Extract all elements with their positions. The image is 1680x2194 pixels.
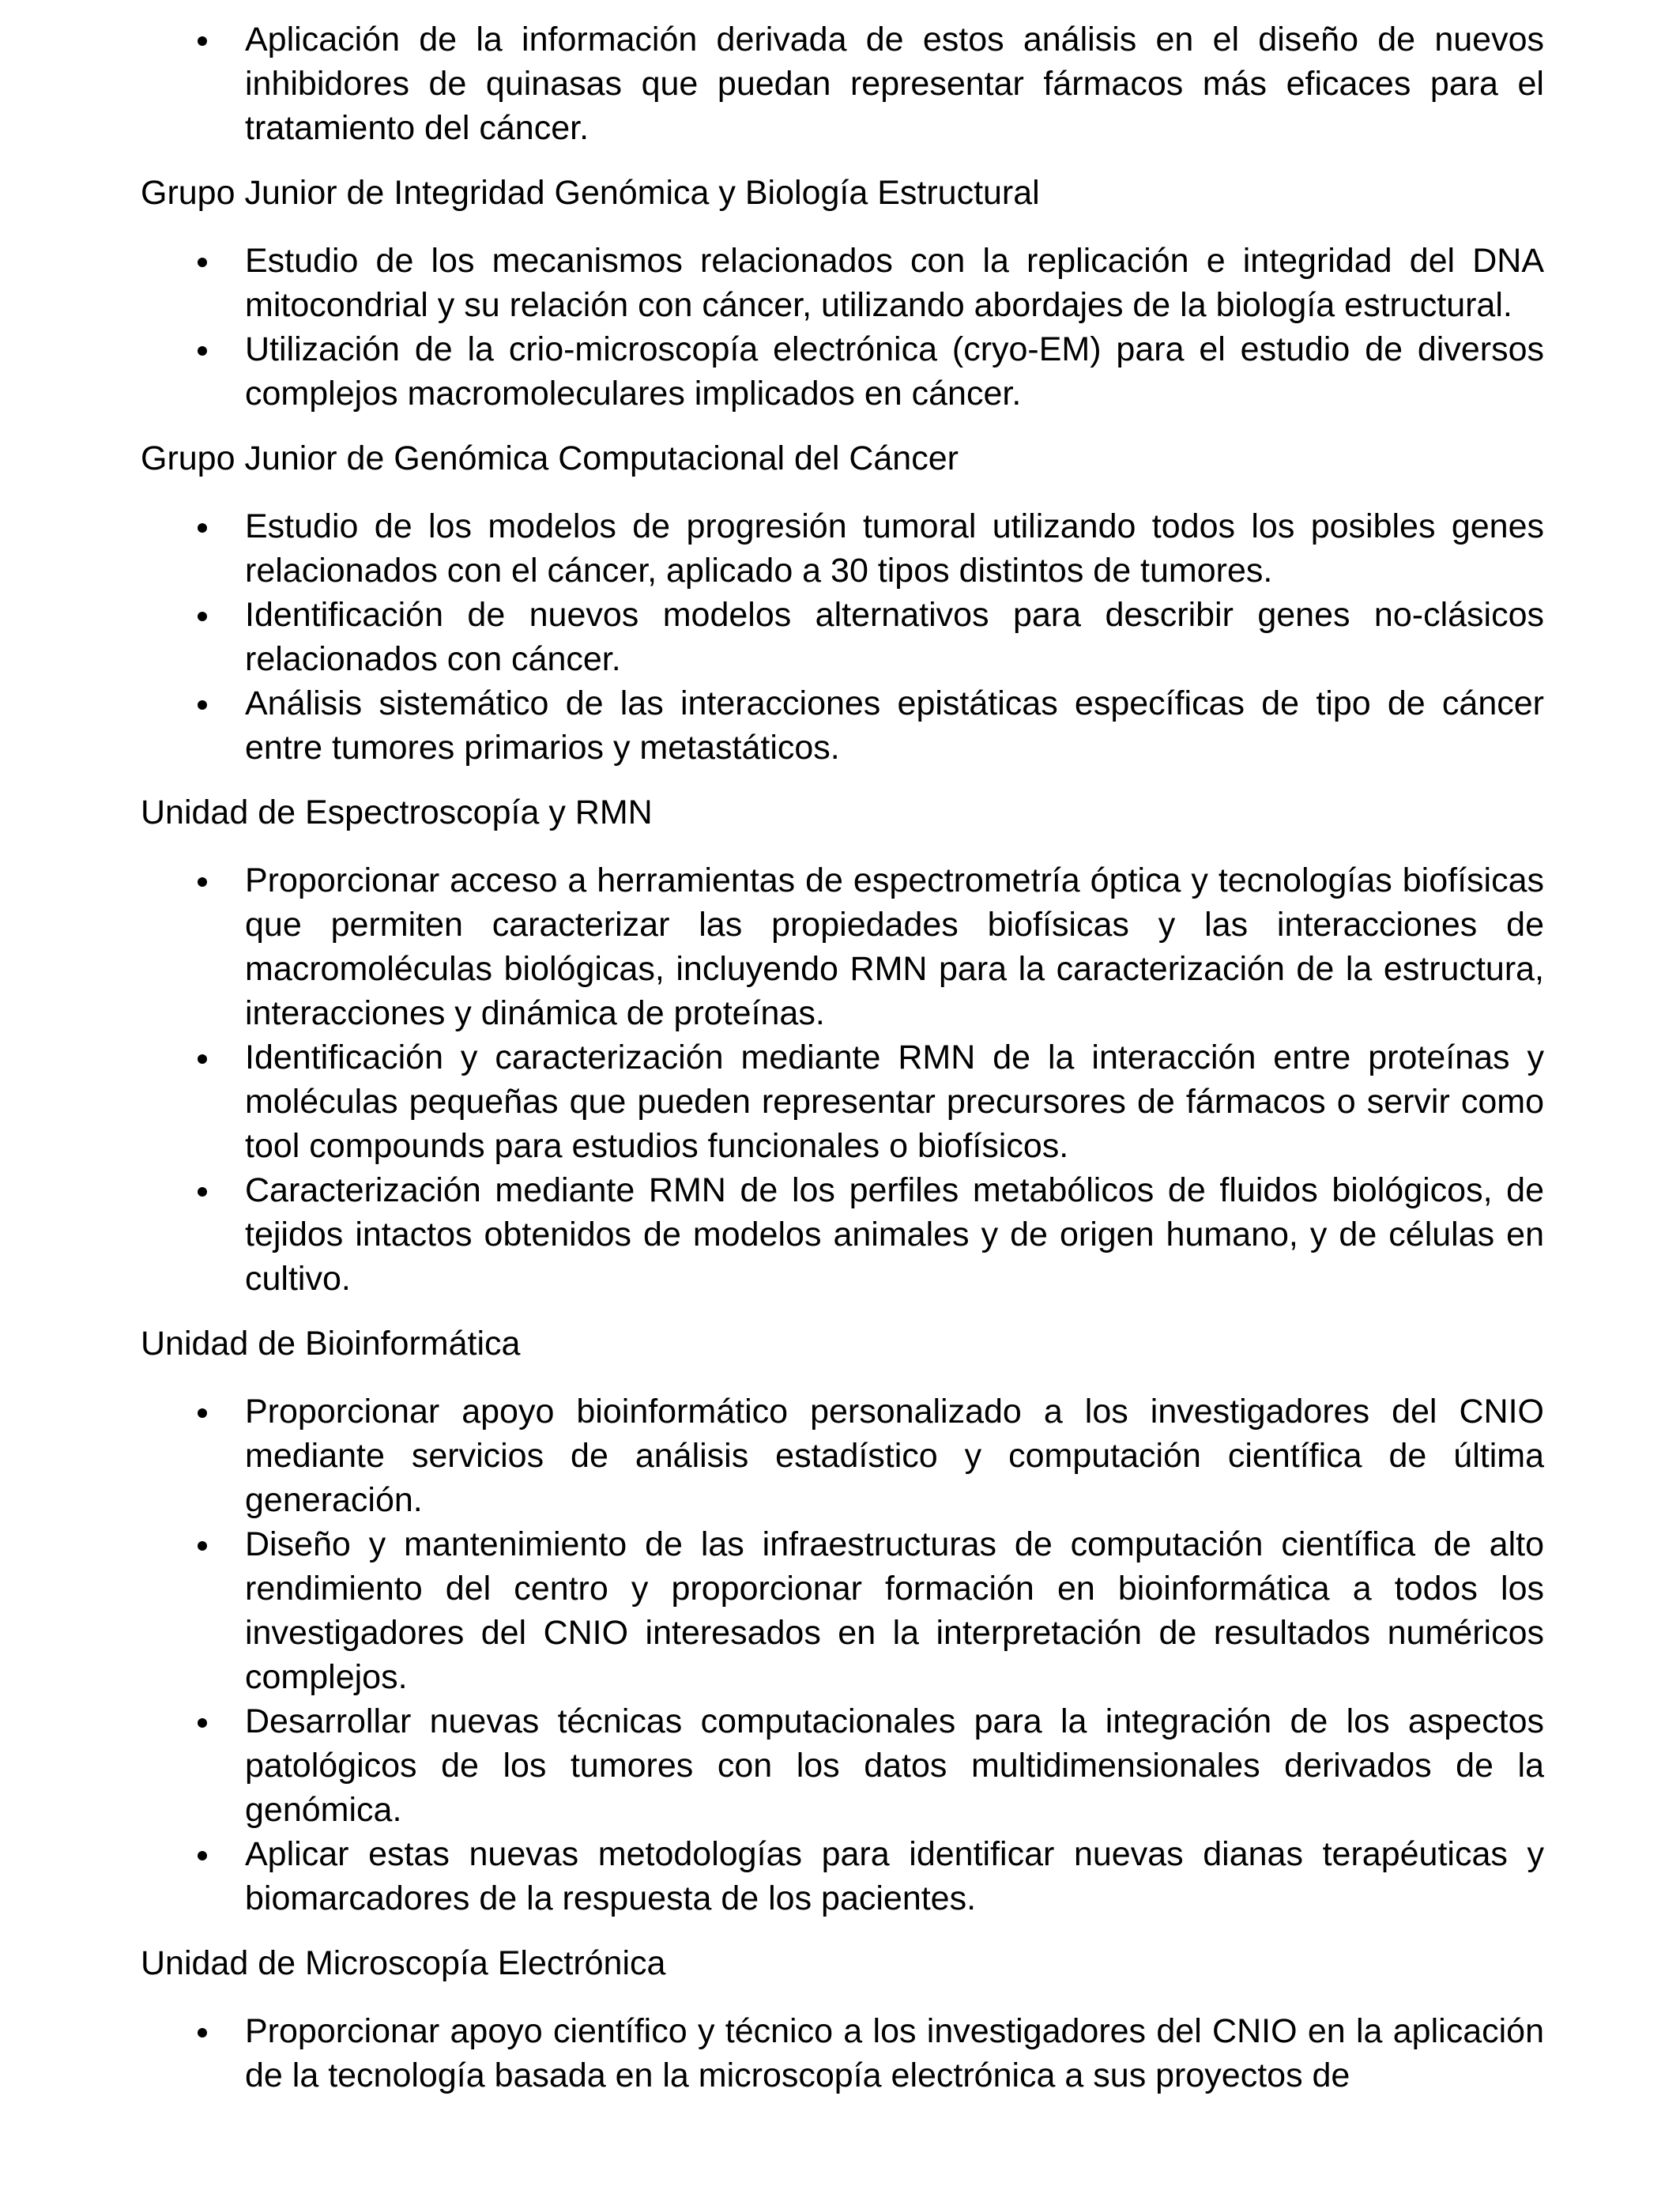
section-bullet-list <box>141 1389 1544 1921</box>
list-item-text: Aplicar estas nuevas metodologías para identificar nuevas dianas terapéuticas y biomarcadores de la respuesta de los pacientes. <box>245 1835 1544 1917</box>
section-heading-integridad-genomica: Grupo Junior de Integridad Genómica y Biología Estructural <box>141 174 1040 212</box>
bullet-icon <box>198 1408 207 1418</box>
list-item-text: Proporcionar apoyo científico y técnico a los investigadores del CNIO en la aplicación de la tecnología basada en la microscopía electrónica a sus proyectos de <box>245 2012 1544 2094</box>
bullet-icon <box>198 612 207 621</box>
section-bullet-list <box>141 858 1544 1301</box>
list-item <box>141 1389 1544 1522</box>
section-bullet-list <box>141 504 1544 770</box>
list-item <box>141 681 1544 770</box>
list-item-text: Proporcionar acceso a herramientas de espectrometría óptica y tecnologías biofísicas que permiten caracterizar las propiedades biofísicas y las interacciones de macromoléculas biológicas, incluyendo RMN para la caracterización de la estructura, interacciones y dinámica de proteínas. <box>245 861 1544 1032</box>
bullet-icon <box>198 523 207 533</box>
section-bullet-list <box>141 2009 1544 2098</box>
list-item-text: Identificación y caracterización mediante RMN de la interacción entre proteínas y moléculas pequeñas que pueden representar precursores de fármacos o servir como tool compounds para estudios funcionales o biofísicos. <box>245 1039 1544 1165</box>
list-item-text: Estudio de los mecanismos relacionados con la replicación e integridad del DNA mitocondrial y su relación con cáncer, utilizando abordajes de la biología estructural. <box>245 242 1544 324</box>
section-bullet-list <box>141 239 1544 416</box>
list-item-text: Proporcionar apoyo bioinformático personalizado a los investigadores del CNIO mediante servicios de análisis estadístico y computación científica de última generación. <box>245 1393 1544 1519</box>
section-heading-espectroscopia-rmn: Unidad de Espectroscopía y RMN <box>141 794 653 831</box>
list-item <box>141 1035 1544 1168</box>
list-item-text: Análisis sistemático de las interacciones epistáticas específicas de tipo de cáncer entre tumores primarios y metastáticos. <box>245 684 1544 767</box>
document-page <box>141 17 1544 2098</box>
section-heading-microscopia-electronica: Unidad de Microscopía Electrónica <box>141 1944 666 1982</box>
list-item <box>141 2009 1544 2098</box>
bullet-icon <box>198 346 207 356</box>
list-item-text: Desarrollar nuevas técnicas computacionales para la integración de los aspectos patológicos de los tumores con los datos multidimensionales derivados de la genómica. <box>245 1702 1544 1829</box>
intro-bullet-list <box>141 17 1544 150</box>
list-item <box>141 17 1544 150</box>
list-item <box>141 327 1544 416</box>
bullet-icon <box>198 2028 207 2038</box>
bullet-icon <box>198 258 207 267</box>
list-item <box>141 1699 1544 1832</box>
list-item-text: Caracterización mediante RMN de los perfiles metabólicos de fluidos biológicos, de tejidos intactos obtenidos de modelos animales y de origen humano, y de células en cultivo. <box>245 1171 1544 1298</box>
list-item <box>141 1168 1544 1301</box>
bullet-icon <box>198 700 207 710</box>
list-item <box>141 239 1544 327</box>
section-heading-bioinformatica: Unidad de Bioinformática <box>141 1325 521 1363</box>
bullet-icon <box>198 1851 207 1860</box>
list-item <box>141 1522 1544 1699</box>
bullet-icon <box>198 36 207 46</box>
list-item <box>141 504 1544 593</box>
list-item-text: Utilización de la crio-microscopía electrónica (cryo-EM) para el estudio de diversos complejos macromoleculares implicados en cáncer. <box>245 330 1544 413</box>
list-item-text: Identificación de nuevos modelos alternativos para describir genes no-clásicos relacionados con cáncer. <box>245 596 1544 678</box>
section-heading-genomica-computacional: Grupo Junior de Genómica Computacional del Cáncer <box>141 439 959 477</box>
list-item-text: Aplicación de la información derivada de estos análisis en el diseño de nuevos inhibidores de quinasas que puedan representar fármacos más eficaces para el tratamiento del cáncer. <box>245 21 1544 147</box>
list-item <box>141 593 1544 681</box>
bullet-icon <box>198 1541 207 1551</box>
list-item <box>141 858 1544 1035</box>
list-item-text: Diseño y mantenimiento de las infraestructuras de computación científica de alto rendimiento del centro y proporcionar formación en bioinformática a todos los investigadores del CNIO interesados en la interpretación de resultados numéricos complejos. <box>245 1525 1544 1696</box>
bullet-icon <box>198 1718 207 1728</box>
bullet-icon <box>198 877 207 887</box>
list-item <box>141 1832 1544 1921</box>
bullet-icon <box>198 1054 207 1064</box>
list-item-text: Estudio de los modelos de progresión tumoral utilizando todos los posibles genes relacionados con el cáncer, aplicado a 30 tipos distintos de tumores. <box>245 507 1544 590</box>
bullet-icon <box>198 1187 207 1197</box>
